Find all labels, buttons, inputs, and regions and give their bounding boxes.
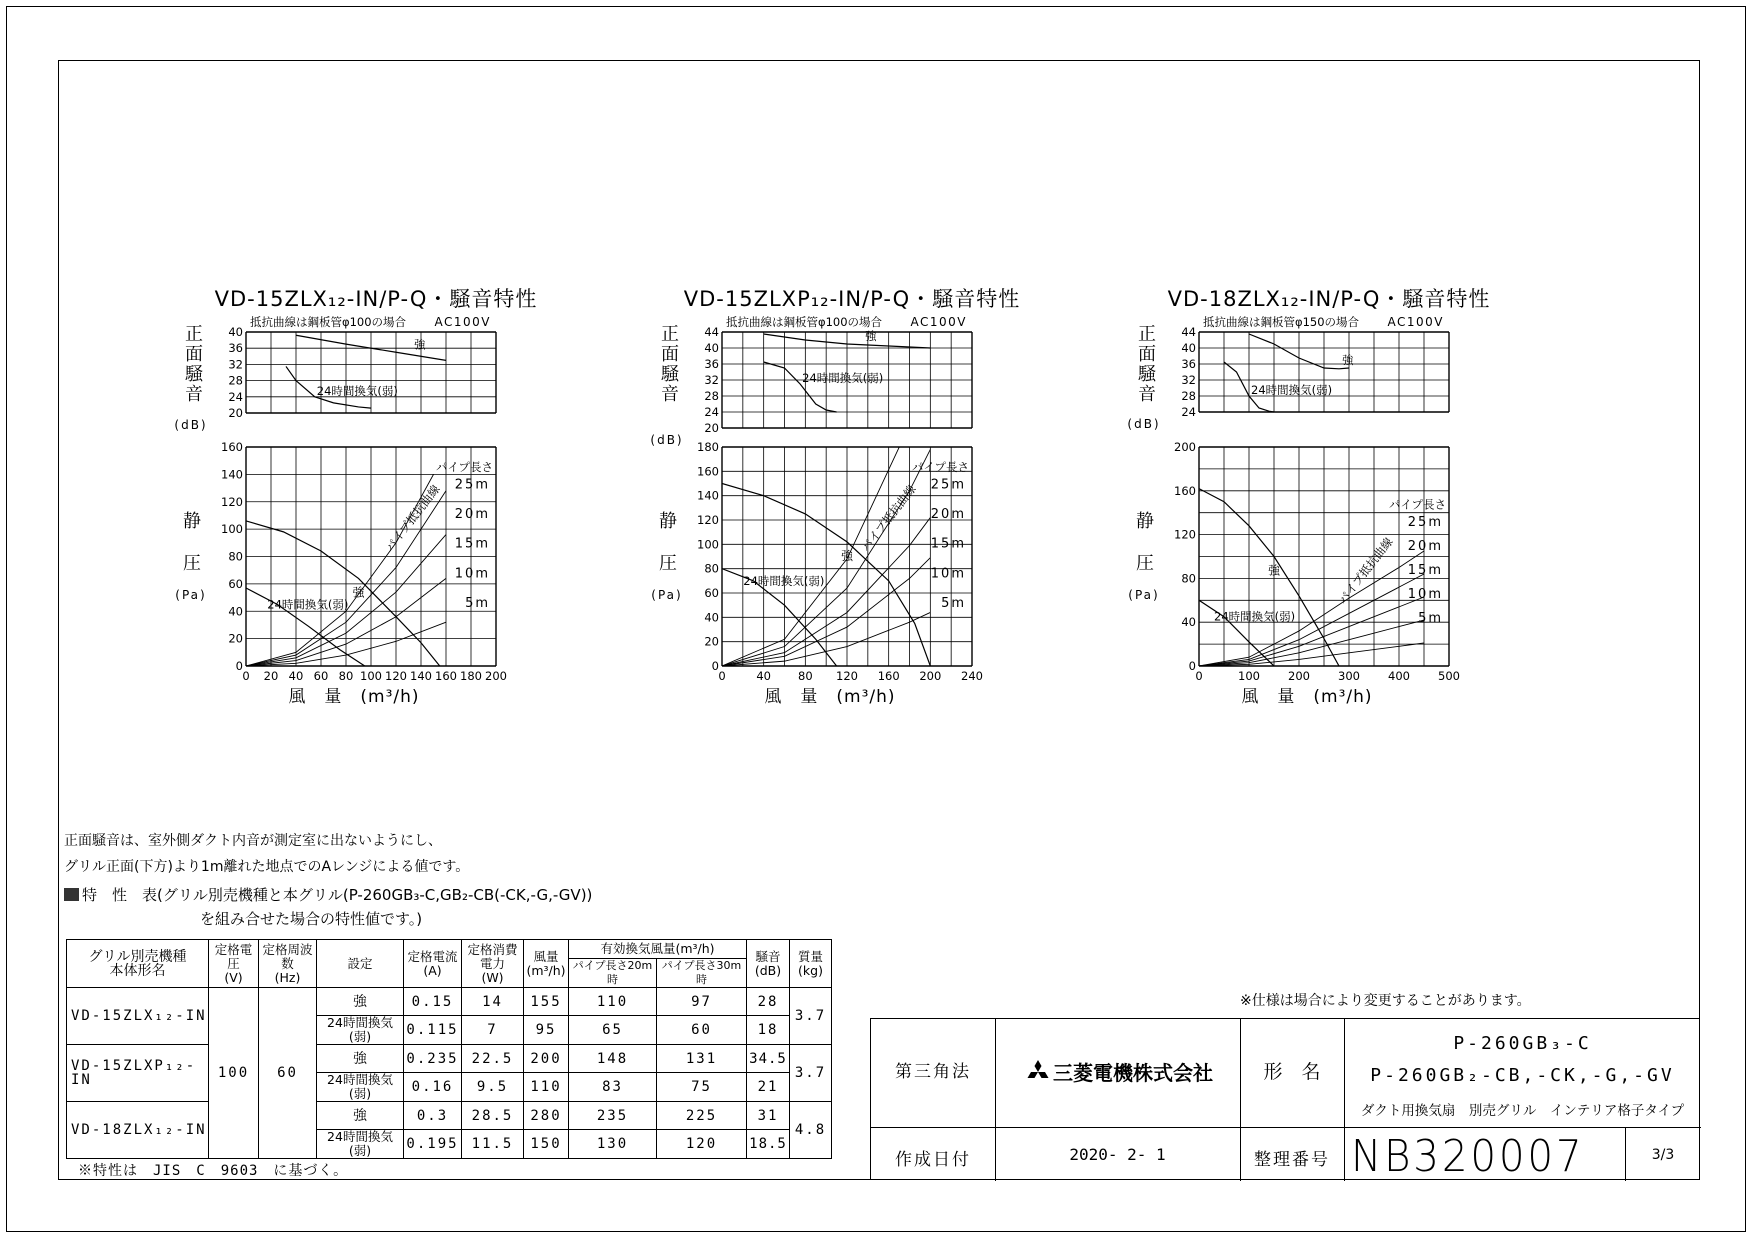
noise-ylabel-char: 面 [185, 344, 203, 365]
note-noise-line-1: 正面騒音は、室外側ダクト内音が測定室に出ないようにし、 [64, 833, 442, 849]
filled-square-icon [64, 888, 79, 901]
pq-ytick-label: 0 [711, 659, 719, 673]
pq-ytick-label: 160 [221, 440, 243, 454]
power-cell: 28.5 [462, 1102, 524, 1130]
th-model: グリル別売機種 本体形名 [67, 940, 209, 988]
setting-cell: 24時間換気(弱) [317, 1073, 404, 1102]
eff30-cell: 131 [657, 1045, 747, 1073]
pipe-length-value: 15m [454, 536, 490, 552]
noise-ylabel-char: 騒 [661, 364, 679, 385]
pipe-length-value: 5m [1418, 611, 1443, 627]
noise-tick-label: 28 [1181, 389, 1196, 403]
page-number: 3/3 [1651, 1147, 1675, 1163]
noise-tick-label: 24 [704, 405, 719, 419]
noise-ylabel-char: 正 [1138, 324, 1156, 345]
pq-unit-label: (Pa) [1128, 588, 1160, 602]
pq-xlabel: 風 量 (m³/h) [764, 687, 896, 707]
setting-cell: 24時間換気(弱) [317, 1130, 404, 1159]
noise-cell: 21 [747, 1073, 790, 1102]
eff30-cell: 225 [657, 1102, 747, 1130]
voltage-label: AC100V [910, 315, 967, 329]
pq-xtick-label: 40 [288, 669, 304, 683]
pq-label-weak: 24時間換気(弱) [267, 597, 349, 612]
airflow-cell: 280 [524, 1102, 569, 1130]
pq-ytick-label: 120 [697, 513, 719, 527]
pq-ylabel-pressure: 圧 [183, 553, 201, 574]
projection-label: 第三角法 [895, 1062, 971, 1082]
pq-xtick-label: 0 [242, 669, 250, 683]
pipe-curve-25m [1199, 551, 1424, 666]
th-effective: 有効換気風量(m³/h) [569, 940, 747, 959]
pq-ylabel-static: 静 [659, 511, 677, 532]
pq-xtick-label: 120 [385, 669, 407, 683]
drawing-number: NB320007 [1351, 1131, 1585, 1182]
pq-ytick-label: 60 [704, 586, 719, 600]
pq-label-weak: 24時間換気(弱) [1214, 609, 1296, 624]
eff30-cell: 75 [657, 1073, 747, 1102]
pq-ytick-label: 20 [704, 634, 719, 649]
pq-label-strong: 強 [352, 585, 365, 600]
noise-ylabel-char: 面 [1138, 344, 1156, 365]
pipe-curve-label: パイプ抵抗曲線 [858, 482, 919, 554]
airflow-cell: 110 [524, 1073, 569, 1102]
mass-cell: 3.7 [790, 988, 832, 1045]
pq-xtick-label: 0 [718, 669, 726, 683]
noise-unit-label: (dB) [174, 418, 208, 432]
current-cell: 0.15 [404, 988, 462, 1016]
power-cell: 7 [462, 1016, 524, 1045]
eff20-cell: 110 [569, 988, 657, 1016]
pq-xtick-label: 400 [1388, 669, 1410, 683]
airflow-cell: 150 [524, 1130, 569, 1159]
pq-ytick-label: 80 [1181, 571, 1196, 586]
voltage-label: AC100V [1387, 315, 1444, 329]
noise-ylabel-char: 音 [1138, 384, 1156, 405]
frequency-cell: 60 [259, 988, 317, 1159]
pq-ytick-label: 160 [1174, 483, 1196, 498]
current-cell: 0.16 [404, 1073, 462, 1102]
noise-tick-label: 36 [704, 357, 719, 371]
noise-cell: 34.5 [747, 1045, 790, 1073]
pq-xtick-label: 160 [877, 669, 900, 683]
noise-tick-label: 28 [704, 389, 719, 403]
current-cell: 0.3 [404, 1102, 462, 1130]
th-eff-30m: パイプ長さ30m時 [657, 959, 747, 988]
pipe-curve-label: パイプ抵抗曲線 [1335, 534, 1396, 607]
th-setting: 設定 [317, 940, 404, 988]
pq-ytick-label: 40 [228, 604, 243, 619]
power-cell: 22.5 [462, 1045, 524, 1073]
table-title-2: を組み合せた場合の特性値です。) [200, 910, 423, 928]
pq-xlabel: 風 量 (m³/h) [1241, 687, 1373, 707]
model-1: P-260GB₃-C [1453, 1033, 1592, 1054]
pipe-length-value: 10m [454, 566, 490, 582]
pq-ytick-label: 0 [1188, 659, 1196, 673]
model-label: 形 名 [1263, 1061, 1321, 1083]
noise-ylabel-char: 騒 [185, 364, 203, 385]
pq-ytick-label: 0 [235, 659, 243, 673]
noise-unit-label: (dB) [1127, 417, 1161, 431]
pipe-length-label: パイプ長さ [435, 460, 493, 475]
noise-note: 抵抗曲線は鋼板管φ150の場合 [1203, 315, 1360, 329]
pq-ytick-label: 20 [228, 631, 243, 646]
pipe-length-label: パイプ長さ [1388, 497, 1446, 512]
th-noise: 騒音 (dB) [747, 940, 790, 988]
voltage-cell: 100 [209, 988, 259, 1159]
noise-ylabel-char: 面 [661, 344, 679, 365]
pq-ytick-label: 40 [704, 610, 719, 625]
table-title-1 [64, 884, 592, 905]
pq-unit-label: (Pa) [175, 588, 207, 602]
three-diamonds-logo-icon [1025, 1060, 1051, 1084]
eff20-cell: 130 [569, 1130, 657, 1159]
noise-ylabel-char: 正 [185, 324, 203, 345]
pipe-length-value: 20m [1407, 538, 1443, 554]
pq-xtick-label: 100 [360, 669, 382, 683]
th-power: 定格消費電力 (W) [462, 940, 524, 988]
th-frequency: 定格周波数 (Hz) [259, 940, 317, 988]
pq-xtick-label: 20 [263, 669, 279, 683]
pq-ytick-label: 140 [221, 467, 243, 482]
company-name: 三菱電機株式会社 [1053, 1061, 1213, 1085]
chart-title: VD-15ZLXP₁₂-IN/P-Q・騒音特性 [683, 287, 1021, 311]
model-name-cell: VD-18ZLX₁₂-IN [67, 1102, 209, 1159]
current-cell: 0.115 [404, 1016, 462, 1045]
eff20-cell: 83 [569, 1073, 657, 1102]
pq-xtick-label: 100 [1238, 669, 1260, 683]
pq-label-strong: 強 [841, 548, 854, 563]
pipe-length-value: 25m [454, 477, 490, 493]
pipe-length-value: 5m [465, 595, 490, 611]
power-cell: 11.5 [462, 1130, 524, 1159]
pq-xtick-label: 500 [1438, 669, 1460, 683]
noise-tick-label: 24 [228, 389, 243, 404]
pq-ylabel-pressure: 圧 [659, 553, 677, 574]
pipe-length-value: 15m [930, 536, 966, 552]
pq-ytick-label: 160 [697, 464, 719, 479]
noise-tick-label: 40 [704, 341, 719, 355]
spec-table [66, 939, 832, 1159]
noise-label-weak: 24時間換気(弱) [316, 383, 398, 398]
th-mass: 質量 (kg) [790, 940, 832, 988]
noise-tick-label: 32 [228, 357, 243, 372]
noise-unit-label: (dB) [650, 433, 684, 447]
product-description: ダクト用換気扇 別売グリル インテリア格子タイプ [1360, 1103, 1685, 1119]
voltage-label: AC100V [434, 315, 491, 329]
noise-label-weak: 24時間換気(弱) [1251, 383, 1333, 397]
airflow-cell: 95 [524, 1016, 569, 1045]
noise-tick-label: 36 [1181, 357, 1196, 371]
tb-divider [871, 1127, 1701, 1128]
noise-tick-label: 24 [1181, 405, 1196, 419]
noise-tick-label: 28 [228, 373, 243, 388]
pq-xtick-label: 140 [410, 669, 432, 683]
pq-xtick-label: 300 [1338, 669, 1360, 683]
title-block [870, 1018, 1700, 1180]
pq-ytick-label: 140 [697, 488, 719, 503]
eff20-cell: 235 [569, 1102, 657, 1130]
chart-title: VD-18ZLX₁₂-IN/P-Q・騒音特性 [1167, 287, 1491, 311]
noise-tick-label: 20 [228, 406, 243, 420]
noise-tick-label: 40 [1181, 341, 1196, 355]
pq-xtick-label: 120 [836, 669, 858, 683]
pq-xtick-label: 160 [435, 669, 457, 683]
power-cell: 9.5 [462, 1073, 524, 1102]
mass-cell: 4.8 [790, 1102, 832, 1159]
noise-note: 抵抗曲線は鋼板管φ100の場合 [250, 315, 407, 329]
pq-ylabel-static: 静 [1136, 511, 1154, 532]
pq-ytick-label: 40 [1181, 615, 1196, 630]
pq-ylabel-pressure: 圧 [1136, 553, 1154, 574]
table-title-1-text: 特 性 表(グリル別売機種と本グリル(P-260GB₃-C,GB₂-CB(-CK,-G,-GV)) [82, 886, 593, 904]
pq-ytick-label: 120 [1174, 527, 1196, 542]
pq-ytick-label: 100 [221, 522, 243, 537]
pq-xtick-label: 200 [485, 669, 507, 683]
pipe-length-value: 25m [930, 477, 966, 493]
th-current: 定格電流 (A) [404, 940, 462, 988]
model-2: P-260GB₂-CB,-CK,-G,-GV [1370, 1065, 1675, 1086]
pq-xtick-label: 180 [460, 669, 482, 683]
pq-ytick-label: 100 [697, 537, 719, 552]
pq-unit-label: (Pa) [651, 588, 683, 602]
pq-label-strong: 強 [1268, 563, 1281, 578]
date-value: 2020- 2- 1 [1069, 1145, 1166, 1164]
noise-tick-label: 40 [228, 325, 243, 339]
model-name-cell: VD-15ZLXP₁₂-IN [67, 1045, 209, 1102]
noise-curve-weak [764, 362, 837, 412]
noise-ylabel-char: 騒 [1138, 364, 1156, 385]
pq-ytick-label: 80 [704, 561, 719, 576]
pq-ylabel-static: 静 [183, 511, 201, 532]
pipe-curve-15m [1199, 597, 1424, 666]
noise-ylabel-char: 音 [661, 384, 679, 405]
noise-cell: 18 [747, 1016, 790, 1045]
pipe-length-value: 10m [930, 566, 966, 582]
eff20-cell: 65 [569, 1016, 657, 1045]
jis-note: ※特性は JIS C 9603 に基づく。 [78, 1163, 349, 1179]
pipe-length-value: 5m [941, 595, 966, 611]
setting-cell: 24時間換気(弱) [317, 1016, 404, 1045]
current-cell: 0.235 [404, 1045, 462, 1073]
eff30-cell: 120 [657, 1130, 747, 1159]
pipe-length-value: 25m [1407, 514, 1443, 530]
noise-cell: 18.5 [747, 1130, 790, 1159]
spec-change-note: ※仕様は場合により変更することがあります。 [1240, 993, 1531, 1009]
pq-label-weak: 24時間換気(弱) [743, 573, 825, 588]
noise-label-strong: 強 [414, 337, 426, 352]
pq-ytick-label: 80 [228, 549, 243, 564]
pipe-length-label: パイプ長さ [911, 460, 969, 475]
mass-cell: 3.7 [790, 1045, 832, 1102]
pq-xtick-label: 0 [1195, 669, 1203, 683]
eff30-cell: 97 [657, 988, 747, 1016]
noise-tick-label: 44 [704, 325, 719, 339]
noise-label-weak: 24時間換気(弱) [802, 371, 884, 385]
pq-ytick-label: 60 [228, 576, 243, 591]
pipe-curve-label: パイプ抵抗曲線 [382, 482, 443, 554]
setting-cell: 強 [317, 988, 404, 1016]
date-label: 作成日付 [895, 1150, 971, 1170]
pq-ytick-label: 200 [1174, 440, 1196, 454]
noise-tick-label: 36 [228, 341, 243, 356]
pq-xtick-label: 40 [756, 669, 771, 683]
company-logo [999, 1057, 1239, 1086]
noise-cell: 28 [747, 988, 790, 1016]
noise-label-strong: 強 [865, 329, 877, 343]
noise-label-strong: 強 [1342, 353, 1354, 367]
pipe-curve-10m [1199, 620, 1424, 666]
noise-ylabel-char: 音 [185, 384, 203, 405]
noise-tick-label: 32 [1181, 373, 1196, 387]
eff20-cell: 148 [569, 1045, 657, 1073]
setting-cell: 強 [317, 1102, 404, 1130]
pq-xtick-label: 200 [919, 669, 942, 683]
model-name-cell: VD-15ZLX₁₂-IN [67, 988, 209, 1045]
pq-ytick-label: 180 [697, 440, 719, 454]
noise-ylabel-char: 正 [661, 324, 679, 345]
setting-cell: 強 [317, 1045, 404, 1073]
number-label: 整理番号 [1254, 1150, 1330, 1170]
power-cell: 14 [462, 988, 524, 1016]
th-eff-20m: パイプ長さ20m時 [569, 959, 657, 988]
th-airflow: 風量 (m³/h) [524, 940, 569, 988]
pq-xtick-label: 60 [313, 669, 329, 683]
pipe-curve-25m [246, 474, 434, 666]
noise-tick-label: 20 [704, 421, 719, 435]
pq-xtick-label: 240 [961, 669, 983, 683]
pq-xtick-label: 80 [798, 669, 813, 683]
pq-ytick-label: 120 [221, 494, 243, 509]
th-voltage: 定格電圧 (V) [209, 940, 259, 988]
pq-curve-strong [246, 521, 440, 666]
airflow-cell: 200 [524, 1045, 569, 1073]
pipe-length-value: 20m [930, 507, 966, 523]
pipe-length-value: 10m [1407, 587, 1443, 603]
pipe-length-value: 20m [454, 507, 490, 523]
noise-tick-label: 32 [704, 373, 719, 387]
chart-title: VD-15ZLX₁₂-IN/P-Q・騒音特性 [214, 287, 538, 311]
current-cell: 0.195 [404, 1130, 462, 1159]
pq-xtick-label: 80 [338, 669, 354, 683]
noise-tick-label: 44 [1181, 325, 1196, 339]
noise-cell: 31 [747, 1102, 790, 1130]
noise-note: 抵抗曲線は鋼板管φ100の場合 [726, 315, 883, 329]
eff30-cell: 60 [657, 1016, 747, 1045]
pipe-length-value: 15m [1407, 563, 1443, 579]
pq-xlabel: 風 量 (m³/h) [288, 687, 420, 707]
airflow-cell: 155 [524, 988, 569, 1016]
pq-xtick-label: 200 [1288, 669, 1310, 683]
note-noise-line-2: グリル正面(下方)より1m離れた地点でのAレンジによる値です。 [64, 859, 470, 875]
